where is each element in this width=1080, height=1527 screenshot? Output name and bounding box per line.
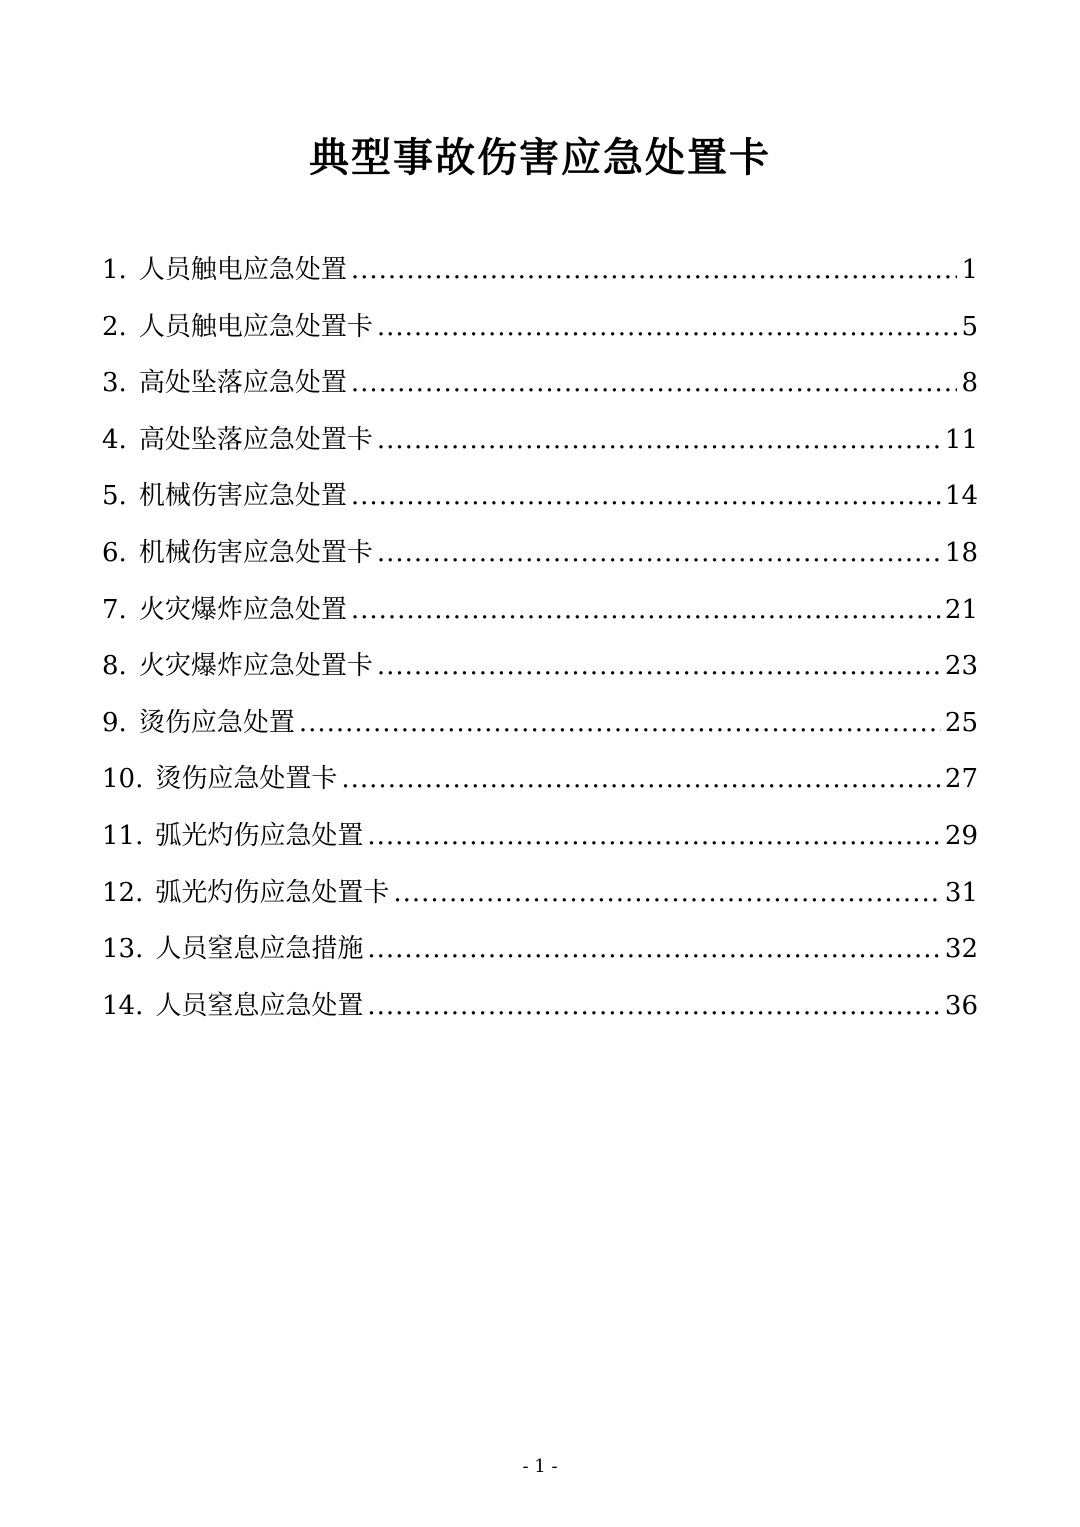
toc-entry-title: 烫伤应急处置 (138, 707, 295, 738)
toc-entry-number: 10. (102, 764, 144, 795)
page-title: 典型事故伤害应急处置卡 (309, 134, 771, 181)
toc-entry-page: 14 (944, 481, 978, 512)
toc-dot-leader (367, 816, 941, 856)
toc-entry-title: 人员触电应急处置 (138, 255, 347, 285)
toc-entry-page: 25 (944, 707, 978, 738)
toc-entry-title: 火灾爆炸应急处置卡 (138, 651, 373, 682)
toc-entry[interactable] (102, 816, 978, 873)
toc-dot-leader (377, 307, 958, 347)
toc-entry-number: 2. (102, 311, 127, 342)
toc-entry-number: 6. (102, 537, 127, 568)
toc-dot-leader (377, 646, 941, 686)
toc-entry-title: 弧光灼伤应急处置 (155, 820, 364, 851)
toc-entry-page: 23 (944, 651, 978, 682)
toc-entry-number: 9. (102, 707, 127, 738)
toc-entry-title: 人员触电应急处置卡 (138, 311, 373, 342)
toc-dot-leader (341, 759, 941, 799)
toc-entry[interactable] (102, 250, 978, 307)
toc-dot-leader (351, 590, 941, 630)
toc-entry-title: 火灾爆炸应急处置 (138, 594, 347, 625)
toc-entry-page: 1 (961, 255, 978, 285)
toc-entry-page: 27 (944, 764, 978, 795)
toc-entry[interactable] (102, 590, 978, 647)
toc-entry-number: 3. (102, 368, 127, 399)
toc-dot-leader (393, 873, 941, 913)
toc-entry-number: 4. (102, 424, 127, 455)
toc-dot-leader (299, 703, 941, 743)
toc-entry-number: 12. (102, 877, 144, 908)
toc-entry[interactable] (102, 986, 978, 1043)
page-number-footer: - 1 - (522, 1456, 558, 1477)
toc-entry-number: 8. (102, 651, 127, 682)
toc-entry-page: 36 (944, 990, 978, 1021)
toc-entry-number: 13. (102, 934, 144, 965)
toc-entry-title: 高处坠落应急处置 (138, 368, 347, 399)
toc-entry[interactable] (102, 646, 978, 703)
toc-entry-page: 29 (944, 820, 978, 851)
toc-entry[interactable] (102, 533, 978, 590)
toc-entry-number: 14. (102, 990, 144, 1021)
toc-entry-page: 31 (944, 877, 978, 908)
toc-entry-page: 11 (944, 424, 978, 455)
toc-entry[interactable] (102, 476, 978, 533)
toc-entry-number: 11. (102, 820, 144, 851)
toc-dot-leader (351, 363, 958, 403)
toc-dot-leader (367, 986, 941, 1026)
toc-entry-number: 1. (102, 255, 127, 285)
toc-entry[interactable] (102, 363, 978, 420)
toc-dot-leader (377, 420, 941, 460)
toc-entry-number: 5. (102, 481, 127, 512)
toc-dot-leader (367, 929, 941, 969)
toc-entry-title: 机械伤害应急处置 (138, 481, 347, 512)
toc-entry[interactable] (102, 420, 978, 477)
toc-entry-title: 人员窒息应急处置 (155, 990, 364, 1021)
toc-dot-leader (351, 250, 958, 290)
toc-entry-title: 高处坠落应急处置卡 (138, 424, 373, 455)
toc-entry-title: 烫伤应急处置卡 (155, 764, 338, 795)
toc-entry-title: 人员窒息应急措施 (155, 934, 364, 965)
toc-entry-title: 机械伤害应急处置卡 (138, 537, 373, 568)
toc-dot-leader (377, 533, 941, 573)
toc-entry-page: 32 (944, 934, 978, 965)
toc-entry-title: 弧光灼伤应急处置卡 (155, 877, 390, 908)
toc-entry[interactable] (102, 703, 978, 760)
toc-entry-page: 5 (961, 311, 978, 342)
toc-entry-number: 7. (102, 594, 127, 625)
table-of-contents (102, 250, 978, 1042)
toc-entry[interactable] (102, 929, 978, 986)
toc-entry[interactable] (102, 873, 978, 930)
toc-entry[interactable] (102, 759, 978, 816)
toc-entry-page: 18 (944, 537, 978, 568)
toc-entry[interactable] (102, 307, 978, 364)
toc-entry-page: 8 (961, 368, 978, 399)
toc-entry-page: 21 (944, 594, 978, 625)
toc-dot-leader (351, 476, 941, 516)
